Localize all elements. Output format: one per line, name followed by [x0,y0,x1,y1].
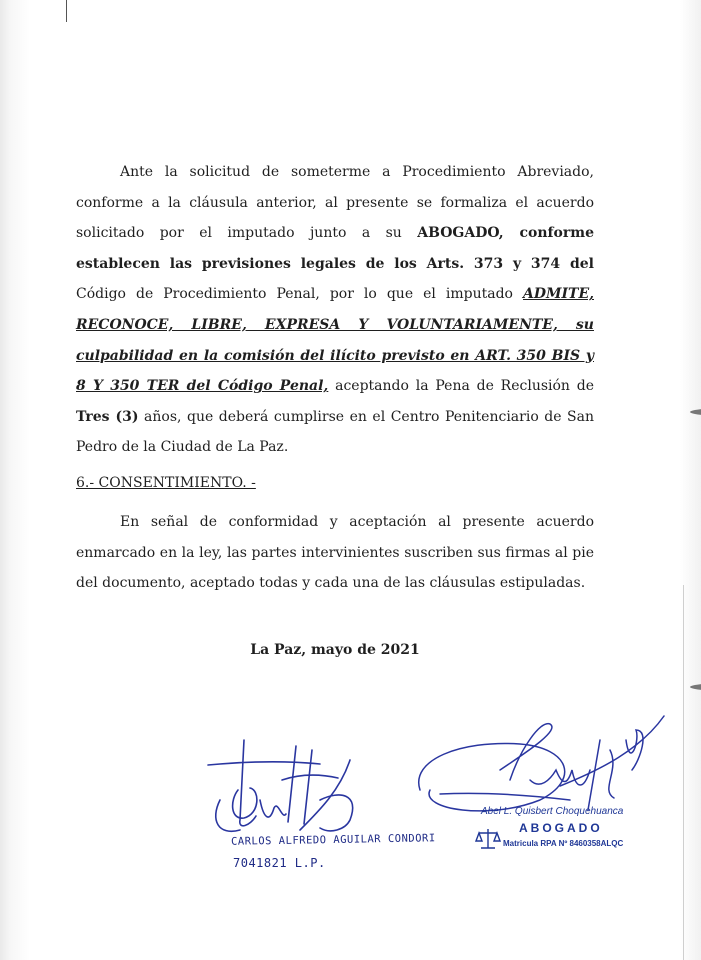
bold-run: Tres (3) [76,408,139,425]
stamp-matricula: Matricula RPA Nº 8460358ALQC [503,839,624,848]
text-run: años, que deberá cumplirse en el Centro Penitenciario de San Pedro de la Ciudad de La Paz. [76,408,594,456]
bold-run: ABOGADO, conforme establecen las previsiones legales de los Arts. 373 y 374 del [76,225,594,272]
date-line: La Paz, mayo de 2021 [250,642,420,658]
text-run: Código de Procedimiento Penal [76,286,316,303]
text-run: aceptando la Pena de Reclusión de [328,378,594,395]
text-run: Ante la solicitud de someterme a Procedimiento Abreviado, conforme a la cláusula anterior, al presente se formaliza el acuerdo solicitado por el imputado junto a su [76,164,594,242]
paragraph-procedure [76,157,594,463]
section-heading [76,468,594,499]
paragraph-consent: En señal de conformidad y aceptación al presente acuerdo enmarcado en la ley, las partes intervinientes suscriben sus firmas al pie del documento, aceptado todas y cada una de las cláusulas estipuladas. [76,514,594,592]
lawyer-stamp [475,806,650,854]
signer-name-handwritten: CARLOS ALFREDO AGUILAR CONDORI [230,832,436,848]
signer-id-handwritten: 7041821 L.P. [233,856,326,870]
italic-underline-run: ADMITE, RECONOCE, LIBRE, EXPRESA Y VOLUNTARIAMENTE, su culpabilidad en la comisión del ilícito previsto en ART. 350 BIS y 8 Y 350 TER del Código Penal, [76,286,594,395]
stamp-role: ABOGADO [519,821,603,835]
text-run: , por lo que el imputado [315,286,523,303]
margin-line [66,0,67,22]
scales-of-justice-icon [475,826,501,852]
stamp-name: Abel L. Quisbert Choquehuanca [481,806,624,817]
heading-text: 6.- CONSENTIMIENTO. - [76,475,256,491]
